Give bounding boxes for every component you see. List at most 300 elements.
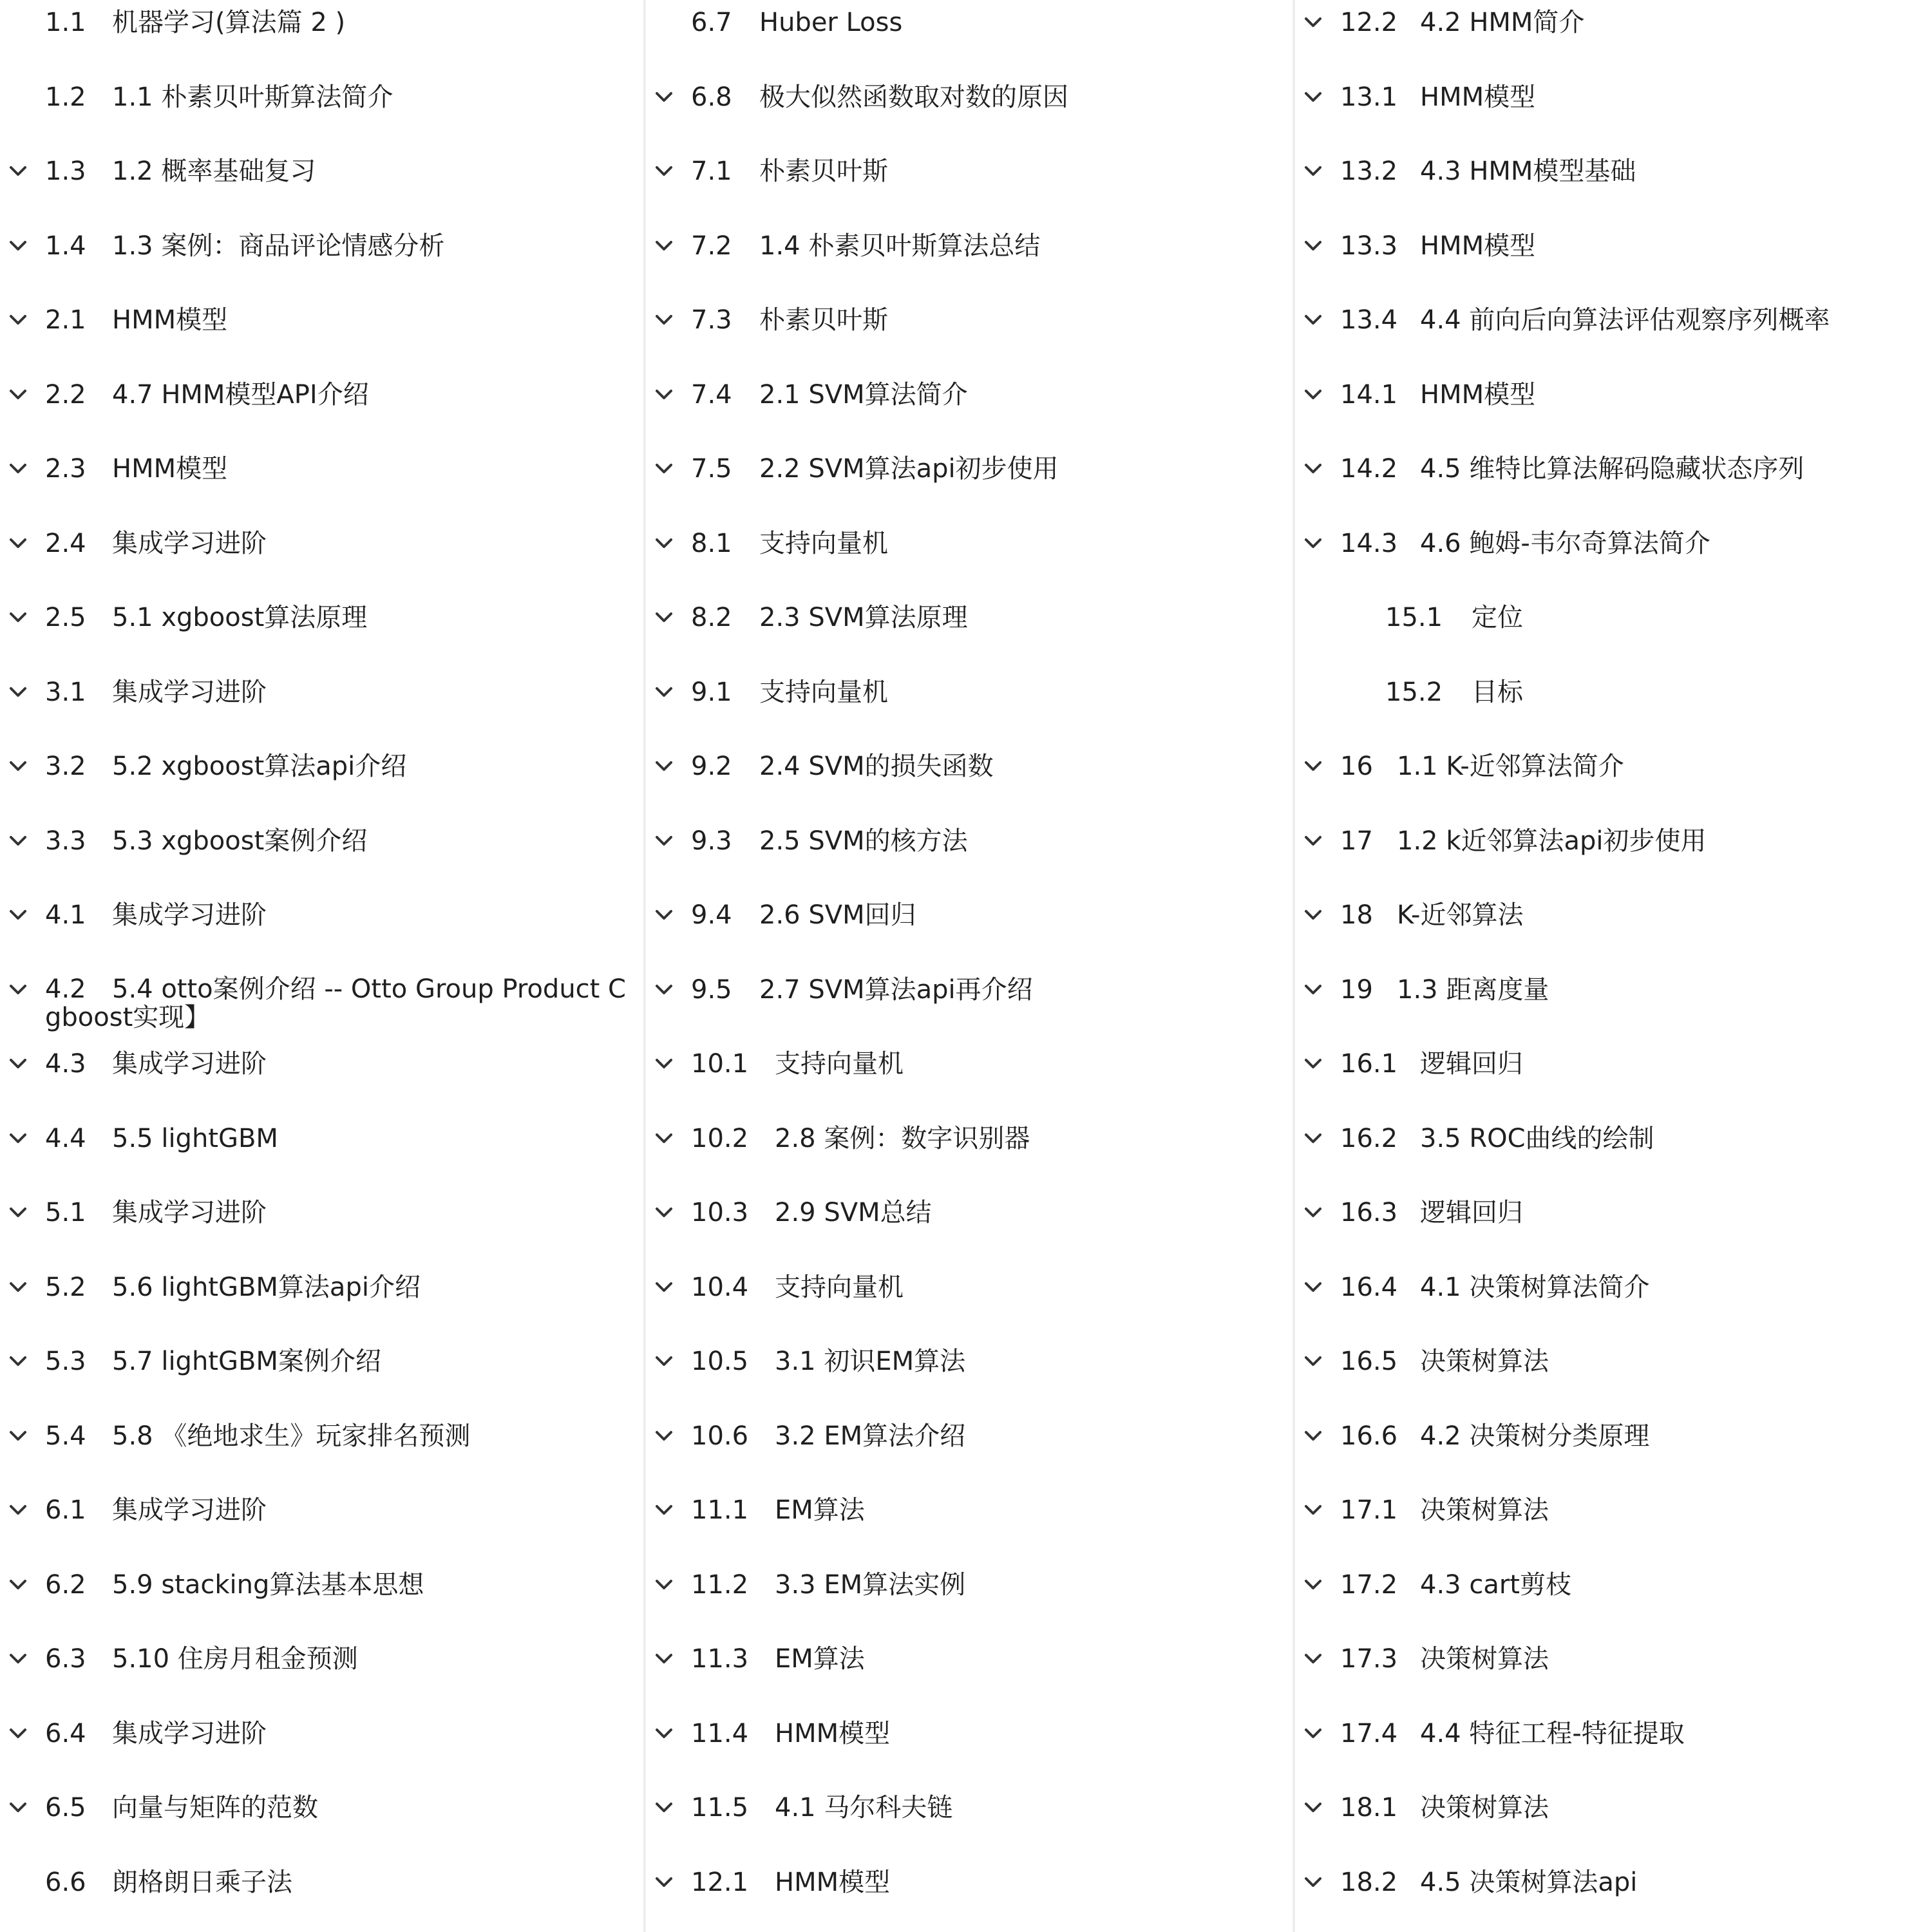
toc-item-title: 4.2 决策树分类原理	[1420, 1421, 1650, 1451]
toc-item-number: 3.1	[45, 677, 86, 707]
toc-item[interactable]	[646, 142, 1295, 201]
toc-item[interactable]	[0, 1555, 646, 1615]
toc-item-number: 4.1	[45, 900, 86, 930]
toc-item[interactable]	[1295, 0, 1927, 52]
toc-item-title: 4.1 决策树算法简介	[1420, 1272, 1650, 1302]
chevron-down-icon[interactable]	[0, 687, 36, 698]
toc-item[interactable]	[0, 1778, 646, 1837]
chevron-down-icon[interactable]	[1295, 314, 1331, 326]
toc-item-number: 7.5	[691, 454, 732, 484]
toc-item-title: Huber Loss	[759, 8, 903, 37]
toc-item[interactable]	[646, 1183, 1295, 1242]
chevron-down-icon[interactable]	[0, 975, 36, 1005]
toc-item[interactable]	[0, 1704, 646, 1763]
chevron-down-icon[interactable]	[646, 1802, 682, 1814]
toc-item-title: 2.2 SVM算法api初步使用	[759, 454, 1059, 484]
toc-item[interactable]	[646, 1704, 1295, 1763]
toc-item[interactable]	[646, 588, 1295, 647]
chevron-down-icon[interactable]	[1295, 538, 1331, 549]
toc-item[interactable]	[1295, 290, 1927, 350]
toc-item[interactable]	[0, 1481, 646, 1540]
chevron-down-icon[interactable]	[1295, 1504, 1331, 1516]
toc-item[interactable]	[646, 1109, 1295, 1168]
chevron-down-icon[interactable]	[646, 761, 682, 772]
toc-item-number: 9.4	[691, 900, 732, 930]
toc-item-number: 18.2	[1340, 1867, 1398, 1897]
toc-item-title: 5.2 xgboost算法api介绍	[112, 752, 407, 781]
chevron-down-icon[interactable]	[1295, 1207, 1331, 1218]
toc-item-number: 4.2	[45, 974, 86, 1004]
toc-item[interactable]	[1295, 1332, 1927, 1391]
toc-item-number: 16.3	[1340, 1198, 1398, 1227]
chevron-down-icon[interactable]	[0, 761, 36, 772]
toc-item-number: 10.2	[691, 1123, 749, 1153]
toc-item[interactable]	[646, 663, 1295, 722]
toc-item-title: 2.4 SVM的损失函数	[759, 752, 994, 781]
toc-item-number: 11.3	[691, 1644, 749, 1674]
toc-item-title: HMM模型	[112, 305, 228, 335]
toc-item[interactable]	[646, 1853, 1295, 1912]
toc-item-title: 支持向量机	[775, 1049, 904, 1079]
toc-item-title: 5.6 lightGBM算法api介绍	[112, 1272, 421, 1302]
toc-item[interactable]	[0, 439, 646, 498]
toc-item[interactable]	[1295, 1183, 1927, 1242]
toc-item-title: 4.5 决策树算法api	[1420, 1867, 1638, 1897]
chevron-down-icon[interactable]	[646, 1133, 682, 1144]
toc-item[interactable]	[0, 1629, 646, 1689]
chevron-down-icon[interactable]	[646, 314, 682, 326]
toc-item-title: 定位	[1472, 603, 1523, 632]
toc-item-title: 4.5 维特比算法解码隐藏状态序列	[1420, 454, 1804, 484]
toc-item[interactable]	[646, 1258, 1295, 1317]
toc-item-title: 5.3 xgboost案例介绍	[112, 826, 368, 856]
toc-item-number: 16.6	[1340, 1421, 1398, 1451]
toc-item-title: 决策树算法	[1420, 1644, 1549, 1674]
toc-item[interactable]	[1295, 663, 1927, 722]
chevron-down-icon[interactable]	[646, 166, 682, 177]
chevron-down-icon[interactable]	[646, 1207, 682, 1218]
chevron-down-icon[interactable]	[646, 91, 682, 103]
toc-item-number: 6.6	[45, 1867, 86, 1897]
toc-item[interactable]	[0, 1034, 646, 1094]
toc-item-title: 3.3 EM算法实例	[775, 1569, 966, 1600]
toc-item-number: 4.3	[45, 1049, 86, 1079]
toc-item[interactable]	[0, 588, 646, 647]
toc-item-title: 5.4 otto案例介绍 -- Otto Group Product C	[112, 974, 626, 1003]
chevron-down-icon[interactable]	[1295, 761, 1331, 772]
toc-item-title: 5.9 stacking算法基本思想	[112, 1569, 424, 1600]
toc-item-number: 2.5	[45, 603, 86, 632]
chevron-down-icon[interactable]	[0, 1058, 36, 1070]
toc-column-2	[646, 0, 1295, 1932]
toc-item-title: HMM模型	[775, 1718, 891, 1748]
toc-item-title: 2.1 SVM算法简介	[759, 379, 968, 410]
toc-item[interactable]	[1295, 142, 1927, 201]
toc-item[interactable]	[1295, 1704, 1927, 1763]
chevron-down-icon[interactable]	[0, 612, 36, 623]
toc-item[interactable]	[646, 1481, 1295, 1540]
toc-item[interactable]	[1295, 1109, 1927, 1168]
toc-item-number: 17.4	[1340, 1718, 1398, 1748]
toc-item[interactable]	[646, 290, 1295, 350]
toc-item[interactable]	[1295, 811, 1927, 871]
toc-item-number: 7.1	[691, 156, 732, 186]
toc-item-title: K-近邻算法	[1397, 900, 1524, 930]
toc-item[interactable]	[0, 1109, 646, 1168]
toc-item-title: 4.2 HMM简介	[1420, 8, 1585, 37]
toc-item[interactable]	[0, 737, 646, 796]
toc-item[interactable]	[646, 1778, 1295, 1837]
toc-item-number: 3.3	[45, 826, 86, 856]
chevron-down-icon[interactable]	[1295, 1653, 1331, 1665]
toc-item[interactable]	[1295, 588, 1927, 647]
toc-item[interactable]	[646, 1555, 1295, 1615]
chevron-down-icon[interactable]	[646, 687, 682, 698]
toc-item-title: 机器学习(算法篇 2 )	[112, 8, 346, 37]
chevron-down-icon[interactable]	[646, 1058, 682, 1070]
chevron-down-icon[interactable]	[0, 1653, 36, 1665]
toc-item-title: 3.5 ROC曲线的绘制	[1420, 1123, 1654, 1153]
toc-item-title: 1.1 K-近邻算法简介	[1397, 752, 1624, 781]
toc-item-number: 16.2	[1340, 1123, 1398, 1153]
toc-item-number: 18.1	[1340, 1793, 1398, 1823]
chevron-down-icon[interactable]	[1295, 1058, 1331, 1070]
toc-item-number: 17.1	[1340, 1495, 1398, 1525]
toc-item-number: 7.4	[691, 379, 732, 410]
chevron-down-icon[interactable]	[0, 1728, 36, 1739]
toc-item-number: 11.5	[691, 1793, 749, 1823]
toc-item-number: 9.5	[691, 974, 732, 1005]
toc-item[interactable]	[646, 1406, 1295, 1466]
toc-item[interactable]	[0, 1258, 646, 1317]
toc-item-number: 6.7	[691, 8, 732, 37]
toc-item-title: 集成学习进阶	[112, 1495, 267, 1525]
chevron-down-icon[interactable]	[646, 389, 682, 401]
chevron-down-icon[interactable]	[0, 240, 36, 252]
toc-item-title: 目标	[1472, 677, 1523, 707]
toc-item-title-continuation: gboost实现】	[45, 1002, 211, 1032]
toc-item-number: 2.2	[45, 379, 86, 410]
toc-item-title: 2.3 SVM算法原理	[759, 603, 968, 632]
toc-item-number: 15.2	[1385, 677, 1443, 707]
chevron-down-icon[interactable]	[646, 1282, 682, 1293]
toc-item[interactable]	[646, 365, 1295, 424]
toc-item-title: HMM模型	[1420, 231, 1536, 261]
toc-item-number: 16	[1340, 752, 1373, 781]
toc-item[interactable]	[1295, 960, 1927, 1019]
chevron-down-icon[interactable]	[1295, 835, 1331, 847]
toc-item-title: 朗格朗日乘子法	[112, 1867, 292, 1897]
toc-item-number: 14.2	[1340, 454, 1398, 484]
toc-item-title: 1.3 案例：商品评论情感分析	[112, 231, 445, 261]
toc-item-title: 决策树算法	[1420, 1495, 1549, 1525]
toc-item[interactable]	[646, 68, 1295, 127]
toc-item-title: 向量与矩阵的范数	[112, 1793, 318, 1823]
chevron-down-icon[interactable]	[646, 612, 682, 623]
toc-item-number: 1.4	[45, 231, 86, 261]
toc-item-number: 13.3	[1340, 231, 1398, 261]
toc-item[interactable]	[1295, 1778, 1927, 1837]
toc-item-number: 6.5	[45, 1793, 86, 1823]
toc-item-number: 10.6	[691, 1421, 749, 1451]
toc-item-number: 8.1	[691, 528, 732, 558]
chevron-down-icon[interactable]	[1295, 1430, 1331, 1442]
toc-item[interactable]	[646, 1034, 1295, 1094]
toc-item-title: HMM模型	[1420, 82, 1536, 112]
chevron-down-icon[interactable]	[0, 1133, 36, 1144]
toc-item[interactable]	[1295, 439, 1927, 498]
toc-item[interactable]	[0, 142, 646, 201]
toc-item-title: 极大似然函数取对数的原因	[759, 82, 1068, 112]
chevron-down-icon[interactable]	[1295, 1877, 1331, 1888]
toc-item[interactable]	[0, 1406, 646, 1466]
toc-item-number: 13.4	[1340, 305, 1398, 335]
toc-item-title: 决策树算法	[1420, 1793, 1549, 1823]
toc-item[interactable]	[646, 216, 1295, 276]
toc-item-number: 10.4	[691, 1272, 749, 1302]
toc-item-number: 6.4	[45, 1718, 86, 1748]
toc-item[interactable]	[1295, 1258, 1927, 1317]
chevron-down-icon[interactable]	[1295, 91, 1331, 103]
toc-item-title: HMM模型	[1420, 379, 1536, 410]
toc-item[interactable]	[0, 1853, 646, 1912]
toc-item[interactable]	[1295, 216, 1927, 276]
chevron-down-icon[interactable]	[646, 463, 682, 475]
toc-item-number: 5.2	[45, 1272, 86, 1302]
toc-item-number: 13.2	[1340, 156, 1398, 186]
toc-item-number: 10.3	[691, 1198, 749, 1227]
toc-item[interactable]	[646, 737, 1295, 796]
chevron-down-icon[interactable]	[646, 1504, 682, 1516]
chevron-down-icon[interactable]	[646, 538, 682, 549]
chevron-down-icon[interactable]	[0, 314, 36, 326]
toc-item-number: 2.1	[45, 305, 86, 335]
chevron-down-icon[interactable]	[646, 1877, 682, 1888]
toc-item-title: 1.2 概率基础复习	[112, 156, 316, 186]
toc-item-number: 13.1	[1340, 82, 1398, 112]
toc-item[interactable]	[0, 514, 646, 573]
toc-item-title: 朴素贝叶斯	[759, 156, 888, 186]
chevron-down-icon[interactable]	[1295, 389, 1331, 401]
toc-item-number: 5.4	[45, 1421, 86, 1451]
toc-item-title: 支持向量机	[775, 1272, 904, 1302]
toc-item-title: 4.4 前向后向算法评估观察序列概率	[1420, 305, 1830, 335]
chevron-down-icon[interactable]	[0, 166, 36, 177]
toc-item[interactable]	[1295, 737, 1927, 796]
toc-item[interactable]	[0, 970, 646, 1037]
toc-item-title: 朴素贝叶斯	[759, 305, 888, 335]
toc-item[interactable]	[646, 1629, 1295, 1689]
toc-item[interactable]	[646, 811, 1295, 871]
toc-item-title: 2.8 案例：数字识别器	[775, 1123, 1030, 1153]
toc-item[interactable]	[1295, 365, 1927, 424]
toc-item-title: 集成学习进阶	[112, 1198, 267, 1227]
toc-item-number: 5.1	[45, 1198, 86, 1227]
chevron-down-icon[interactable]	[1295, 1579, 1331, 1591]
toc-item-number: 18	[1340, 900, 1373, 930]
toc-item[interactable]	[0, 1332, 646, 1391]
toc-item-number: 10.1	[691, 1049, 749, 1079]
chevron-down-icon[interactable]	[0, 1282, 36, 1293]
toc-item[interactable]	[0, 811, 646, 871]
toc-item-title: 逻辑回归	[1420, 1049, 1523, 1079]
toc-item-title: 逻辑回归	[1420, 1198, 1523, 1227]
toc-item-title: 1.3 距离度量	[1397, 974, 1549, 1005]
toc-item[interactable]	[1295, 886, 1927, 945]
toc-item-title: 1.4 朴素贝叶斯算法总结	[759, 231, 1041, 261]
chevron-down-icon[interactable]	[1295, 240, 1331, 252]
toc-item-number: 9.2	[691, 752, 732, 781]
chevron-down-icon[interactable]	[0, 1579, 36, 1591]
chevron-down-icon[interactable]	[1295, 463, 1331, 475]
toc-item[interactable]	[1295, 514, 1927, 573]
toc-item-number: 9.1	[691, 677, 732, 707]
toc-item[interactable]	[646, 960, 1295, 1019]
toc-item[interactable]	[1295, 68, 1927, 127]
chevron-down-icon[interactable]	[646, 1728, 682, 1739]
toc-item-title: 5.10 住房月租金预测	[112, 1644, 358, 1674]
toc-item[interactable]	[0, 0, 646, 52]
chevron-down-icon[interactable]	[646, 240, 682, 252]
toc-item-title: 集成学习进阶	[112, 900, 267, 930]
toc-item-number: 7.3	[691, 305, 732, 335]
toc-item[interactable]	[1295, 1629, 1927, 1689]
toc-item-title: HMM模型	[112, 454, 228, 484]
toc-item-title: HMM模型	[775, 1867, 891, 1897]
toc-item-number: 1.2	[45, 82, 86, 112]
toc-item[interactable]	[0, 68, 646, 127]
chevron-down-icon[interactable]	[0, 1430, 36, 1442]
toc-item-number: 12.2	[1340, 8, 1398, 37]
chevron-down-icon[interactable]	[646, 1356, 682, 1367]
toc-item-title: 5.5 lightGBM	[112, 1123, 278, 1153]
toc-item-number: 6.3	[45, 1644, 86, 1674]
toc-item-number: 3.2	[45, 752, 86, 781]
toc-item[interactable]	[1295, 1034, 1927, 1094]
toc-item-number: 12.1	[691, 1867, 749, 1897]
toc-item-number: 10.5	[691, 1347, 749, 1376]
toc-item[interactable]	[646, 514, 1295, 573]
chevron-down-icon[interactable]	[1295, 1133, 1331, 1144]
toc-item[interactable]	[0, 886, 646, 945]
toc-item-number: 11.1	[691, 1495, 749, 1525]
toc-item-title: 集成学习进阶	[112, 1049, 267, 1079]
toc-item-title: 4.4 特征工程-特征提取	[1420, 1718, 1685, 1748]
toc-item-title: 1.2 k近邻算法api初步使用	[1397, 826, 1707, 856]
toc-item-title: 4.7 HMM模型API介绍	[112, 379, 369, 410]
toc-item-number: 17.3	[1340, 1644, 1398, 1674]
toc-item-title: 5.8 《绝地求生》玩家排名预测	[112, 1421, 471, 1451]
toc-item-title: EM算法	[775, 1644, 865, 1674]
chevron-down-icon[interactable]	[0, 1802, 36, 1814]
toc-item[interactable]	[1295, 1853, 1927, 1912]
chevron-down-icon[interactable]	[0, 463, 36, 475]
toc-item-title: 4.1 马尔科夫链	[775, 1793, 953, 1823]
chevron-down-icon[interactable]	[0, 1207, 36, 1218]
toc-item[interactable]	[1295, 1406, 1927, 1466]
chevron-down-icon[interactable]	[0, 909, 36, 921]
toc-item-number: 19	[1340, 974, 1373, 1005]
toc-item-title: 3.2 EM算法介绍	[775, 1421, 966, 1451]
toc-item-number: 14.3	[1340, 528, 1398, 558]
toc-item-title: EM算法	[775, 1495, 865, 1525]
toc-item-title: 4.3 HMM模型基础	[1420, 156, 1636, 186]
chevron-down-icon[interactable]	[0, 835, 36, 847]
toc-item-title: 3.1 初识EM算法	[775, 1347, 966, 1376]
toc-item[interactable]	[0, 365, 646, 424]
toc-item-number: 9.3	[691, 826, 732, 856]
toc-item-number: 1.1	[45, 8, 86, 37]
toc-item[interactable]	[0, 1183, 646, 1242]
toc-item-title: 集成学习进阶	[112, 528, 267, 558]
toc-item-number: 17	[1340, 826, 1373, 856]
toc-item[interactable]	[646, 1332, 1295, 1391]
toc-item-title: 支持向量机	[759, 528, 888, 558]
toc-item[interactable]	[0, 663, 646, 722]
chevron-down-icon[interactable]	[646, 1579, 682, 1591]
toc-item-number: 2.3	[45, 454, 86, 484]
toc-item-number: 6.8	[691, 82, 732, 112]
toc-item[interactable]	[646, 439, 1295, 498]
toc-item[interactable]	[1295, 1555, 1927, 1615]
toc-item[interactable]	[0, 216, 646, 276]
chevron-down-icon[interactable]	[646, 1430, 682, 1442]
chevron-down-icon[interactable]	[1295, 984, 1331, 996]
chevron-down-icon[interactable]	[1295, 1728, 1331, 1739]
toc-item-number: 14.1	[1340, 379, 1398, 410]
chevron-down-icon[interactable]	[646, 984, 682, 996]
toc-item[interactable]	[646, 886, 1295, 945]
chevron-down-icon[interactable]	[1295, 909, 1331, 921]
toc-item-number: 6.2	[45, 1569, 86, 1600]
toc-item[interactable]	[1295, 1481, 1927, 1540]
chevron-down-icon[interactable]	[1295, 1356, 1331, 1367]
toc-item[interactable]	[646, 0, 1295, 52]
toc-item-number: 4.4	[45, 1123, 86, 1153]
chevron-down-icon[interactable]	[0, 538, 36, 549]
chevron-down-icon[interactable]	[0, 1504, 36, 1516]
toc-item-title: 集成学习进阶	[112, 677, 267, 707]
toc-item-number: 16.1	[1340, 1049, 1398, 1079]
toc-item-number: 17.2	[1340, 1569, 1398, 1600]
chevron-down-icon[interactable]	[1295, 166, 1331, 177]
toc-item-title: 2.7 SVM算法api再介绍	[759, 974, 1033, 1005]
toc-item-title: 决策树算法	[1420, 1347, 1549, 1376]
chevron-down-icon[interactable]	[0, 389, 36, 401]
chevron-down-icon[interactable]	[646, 909, 682, 921]
toc-item-number: 7.2	[691, 231, 732, 261]
chevron-down-icon[interactable]	[646, 835, 682, 847]
chevron-down-icon[interactable]	[1295, 1282, 1331, 1293]
chevron-down-icon[interactable]	[1295, 17, 1331, 28]
toc-item-number: 11.4	[691, 1718, 749, 1748]
toc-item-title: 支持向量机	[759, 677, 888, 707]
toc-item-number: 1.3	[45, 156, 86, 186]
toc-item-number: 16.4	[1340, 1272, 1398, 1302]
toc-item-title: 4.3 cart剪枝	[1420, 1569, 1571, 1600]
toc-item-title: 2.9 SVM总结	[775, 1198, 932, 1227]
toc-item-number: 15.1	[1385, 603, 1443, 632]
chevron-down-icon[interactable]	[646, 1653, 682, 1665]
toc-item-title: 1.1 朴素贝叶斯算法简介	[112, 82, 393, 112]
toc-item-title: 4.6 鲍姆-韦尔奇算法简介	[1420, 528, 1710, 558]
toc-item[interactable]	[0, 290, 646, 350]
toc-item-number: 5.3	[45, 1347, 86, 1376]
chevron-down-icon[interactable]	[1295, 1802, 1331, 1814]
chevron-down-icon[interactable]	[0, 1356, 36, 1367]
toc-item-number: 6.1	[45, 1495, 86, 1525]
toc-item-title: 集成学习进阶	[112, 1718, 267, 1748]
